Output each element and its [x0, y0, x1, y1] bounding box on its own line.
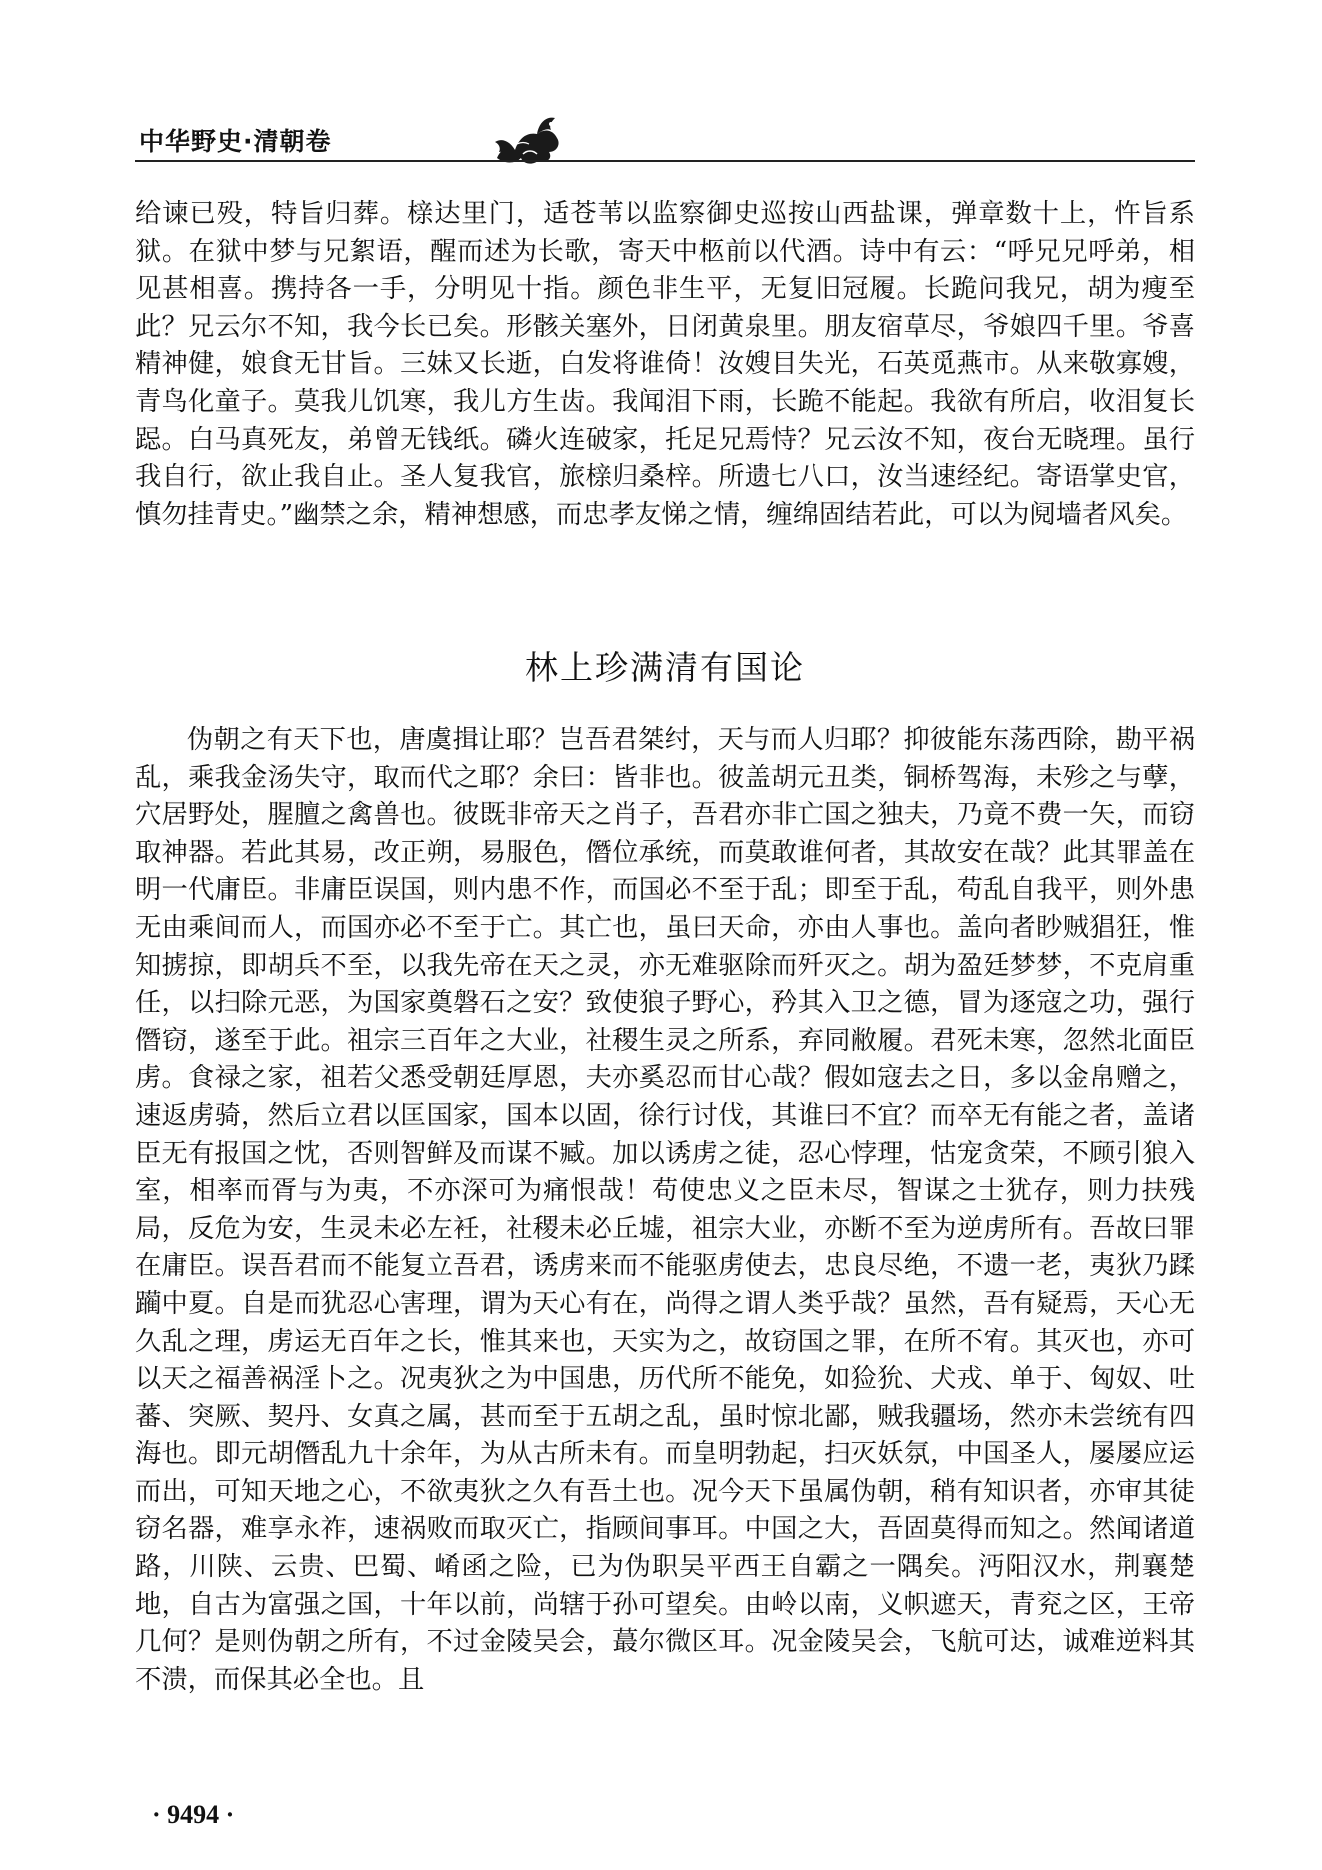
page-number: · 9494 ·: [152, 1800, 235, 1829]
intro-paragraph: 给谏已殁，特旨归葬。榇达里门，适苍苇以监察御史巡按山西盐课，弹章数十上，忤旨系狱。在狱中梦与兄絮语，醒而述为长歌，寄天中柩前以代酒。诗中有云：“呼兄兄呼弟，相见甚相喜。携持各一手，分明见十指。颜色非生平，无复旧冠履。长跪问我兄，胡为瘦至此？兄云尔不知，我今长已矣。形骸关塞外，日闭黄泉里。朋友宿草尽，爷娘四千里。爷喜精神健，娘食无甘旨。三妹又长逝，白发将谁倚！汝嫂目失光，石英觅燕市。从来敬寡嫂，青鸟化童子。莫我儿饥寒，我儿方生齿。我闻泪下雨，长跪不能起。我欲有所启，收泪复长跽。白马真死友，弟曾无钱纸。磷火连破家，托足兄焉恃？兄云汝不知，夜台无晓理。虽行我自行，欲止我自止。圣人复我官，旅榇归桑梓。所遗七八口，汝当速经纪。寄语掌史官，慎勿挂青史。”幽禁之余，精神想感，而忠孝友悌之情，缠绵固结若此，可以为阋墙者风矣。: [135, 199, 1195, 530]
dragon-emblem-icon: [487, 108, 567, 168]
intro-paragraph-block: [135, 196, 1195, 534]
article-body-block: [135, 722, 1195, 1699]
running-header: [135, 108, 1195, 164]
article-body: 伪朝之有天下也，唐虞揖让耶？岂吾君桀纣，天与而人归耶？抑彼能东荡西除，勘平祸乱，乘我金汤失守，取而代之耶？余曰：皆非也。彼盖胡元丑类，铜桥驾海，未殄之与孽，穴居野处，腥膻之禽兽也。彼既非帝天之肖子，吾君亦非亡国之独夫，乃竟不费一矢，而窃取神器。若此其易，改正朔，易服色，僭位承统，而莫敢谁何者，其故安在哉？此其罪盖在明一代庸臣。非庸臣误国，则内患不作，而国必不至于乱；即至于乱，苟乱自我平，则外患无由乘间而人，而国亦必不至于亡。其亡也，虽曰天命，亦由人事也。盖向者眇贼猖狂，惟知掳掠，即胡兵不至，以我先帝在天之灵，亦无难驱除而歼灭之。胡为盈廷梦梦，不克肩重任，以扫除元恶，为国家奠磐石之安？致使狼子野心，矜其入卫之德，冒为逐寇之功，强行僭窃，遂至于此。祖宗三百年之大业，社稷生灵之所系，弃同敝履。君死未寒，忽然北面臣虏。食禄之家，祖若父悉受朝廷厚恩，夫亦奚忍而甘心哉？假如寇去之日，多以金帛赠之，速返虏骑，然后立君以匡国家，国本以固，徐行讨伐，其谁曰不宜？而卒无有能之者，盖诸臣无有报国之忱，否则智鲜及而谋不臧。加以诱虏之徒，忍心悖理，怙宠贪荣，不顾引狼入室，相率而胥与为夷，不亦深可为痛恨哉！苟使忠义之臣未尽，智谋之士犹存，则力扶残局，反危为安，生灵未必左衽，社稷未必丘墟，祖宗大业，亦断不至为逆虏所有。吾故曰罪在庸臣。误吾君而不能复立吾君，诱虏来而不能驱虏使去，忠良尽绝，不遗一老，夷狄乃蹂躏中夏。自是而犹忍心害理，谓为天心有在，尚得之谓人类乎哉？虽然，吾有疑焉，天心无久乱之理，虏运无百年之长，惟其来也，天实为之，故窃国之罪，在所不宥。其灭也，亦可以天之福善祸淫卜之。况夷狄之为中国患，历代所不能免，如猃狁、犬戎、单于、匈奴、吐蕃、突厥、契丹、女真之属，甚而至于五胡之乱，虽时惊北鄙，贼我疆场，然亦未尝统有四海也。即元胡僭乱九十余年，为从古所未有。而皇明勃起，扫灭妖氛，中国圣人，屡屡应运而出，可知天地之心，不欲夷狄之久有吾土也。况今天下虽属伪朝，稍有知识者，亦审其徒窃名器，难享永祚，速祸败而取灭亡，指顾间事耳。中国之大，吾固莫得而知之。然闻诸道路，川陕、云贵、巴蜀、崤函之险，已为伪职吴平西王自霸之一隅矣。沔阳汉水，荆襄楚地，自古为富强之国，十年以前，尚辖于孙可望矣。由岭以南，义帜遮天，青兖之区，王帝几何？是则伪朝之所有，不过金陵吴会，蕞尔微区耳。况金陵吴会，飞航可达，诚难逆料其不溃，而保其必全也。且: [135, 725, 1195, 1695]
header-rule: [135, 160, 1195, 162]
article-title: 林上珍满清有国论: [525, 648, 805, 687]
running-header-title: 中华野史·清朝卷: [139, 127, 332, 156]
